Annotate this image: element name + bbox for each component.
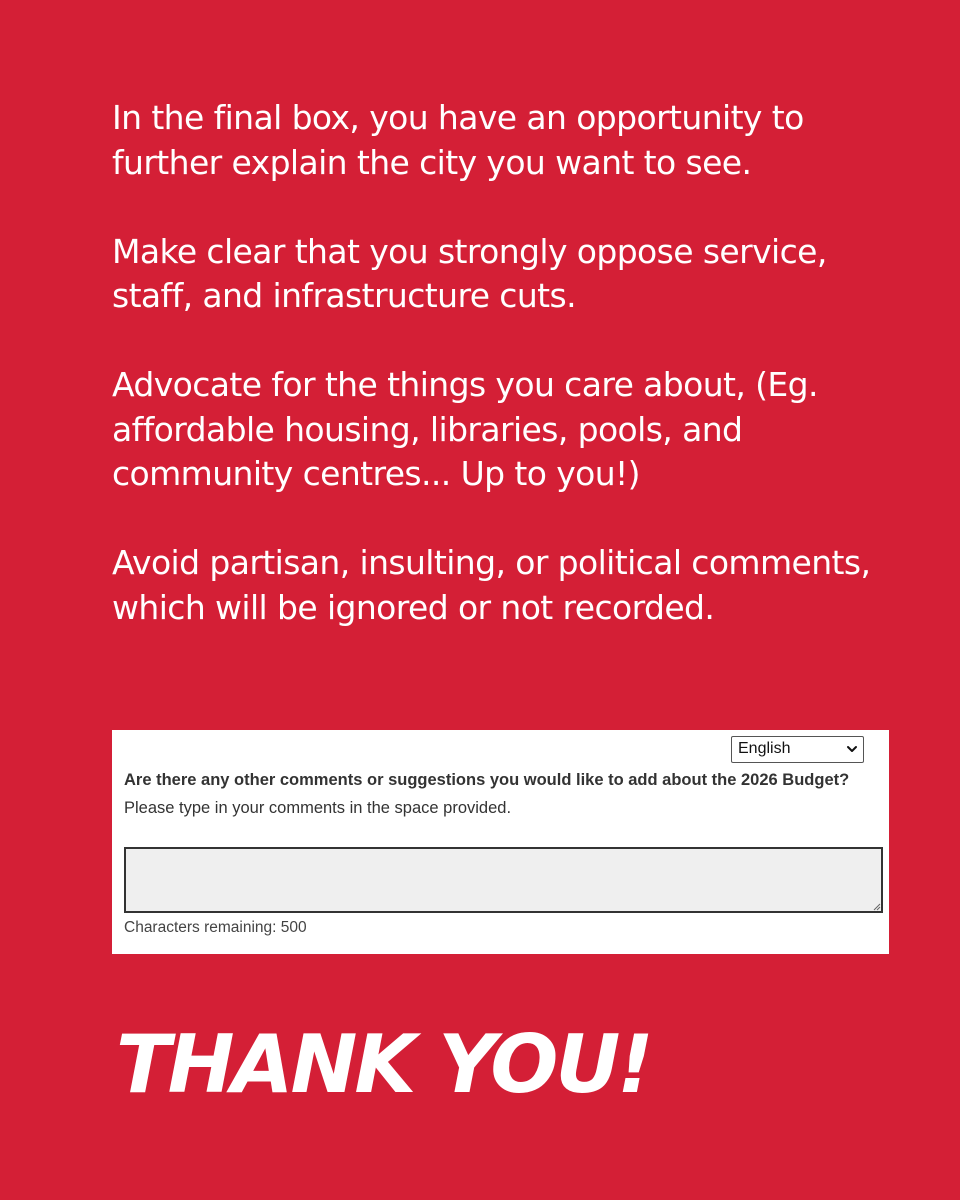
- characters-remaining: Characters remaining: 500: [124, 919, 307, 936]
- resize-grip-icon[interactable]: [871, 901, 881, 911]
- language-select[interactable]: [731, 736, 864, 763]
- chevron-down-icon: [845, 742, 859, 756]
- instructions-block: [112, 96, 902, 675]
- language-select-value: English: [738, 740, 791, 757]
- question-bold: Are there any other comments or suggestions you would like to add about the 2026 Budget?: [124, 771, 850, 789]
- question-instruction: Please type in your comments in the space provided.: [124, 799, 512, 817]
- comments-textarea[interactable]: [124, 847, 883, 913]
- instruction-paragraph-final-box: In the final box, you have an opportunity to further explain the city you want to see.: [112, 98, 804, 182]
- question-text: [124, 766, 879, 822]
- instruction-paragraph-avoid-partisan: Avoid partisan, insulting, or political comments, which will be ignored or not recorded.: [112, 543, 871, 627]
- instruction-paragraph-oppose-cuts: Make clear that you strongly oppose service, staff, and infrastructure cuts.: [112, 231, 827, 315]
- thank-you-heading: THANK YOU!: [116, 1018, 651, 1111]
- survey-form-panel: [112, 730, 889, 954]
- instruction-paragraph-advocate: Advocate for the things you care about, (Eg. affordable housing, libraries, pools, and community centres... Up to you!): [112, 365, 818, 493]
